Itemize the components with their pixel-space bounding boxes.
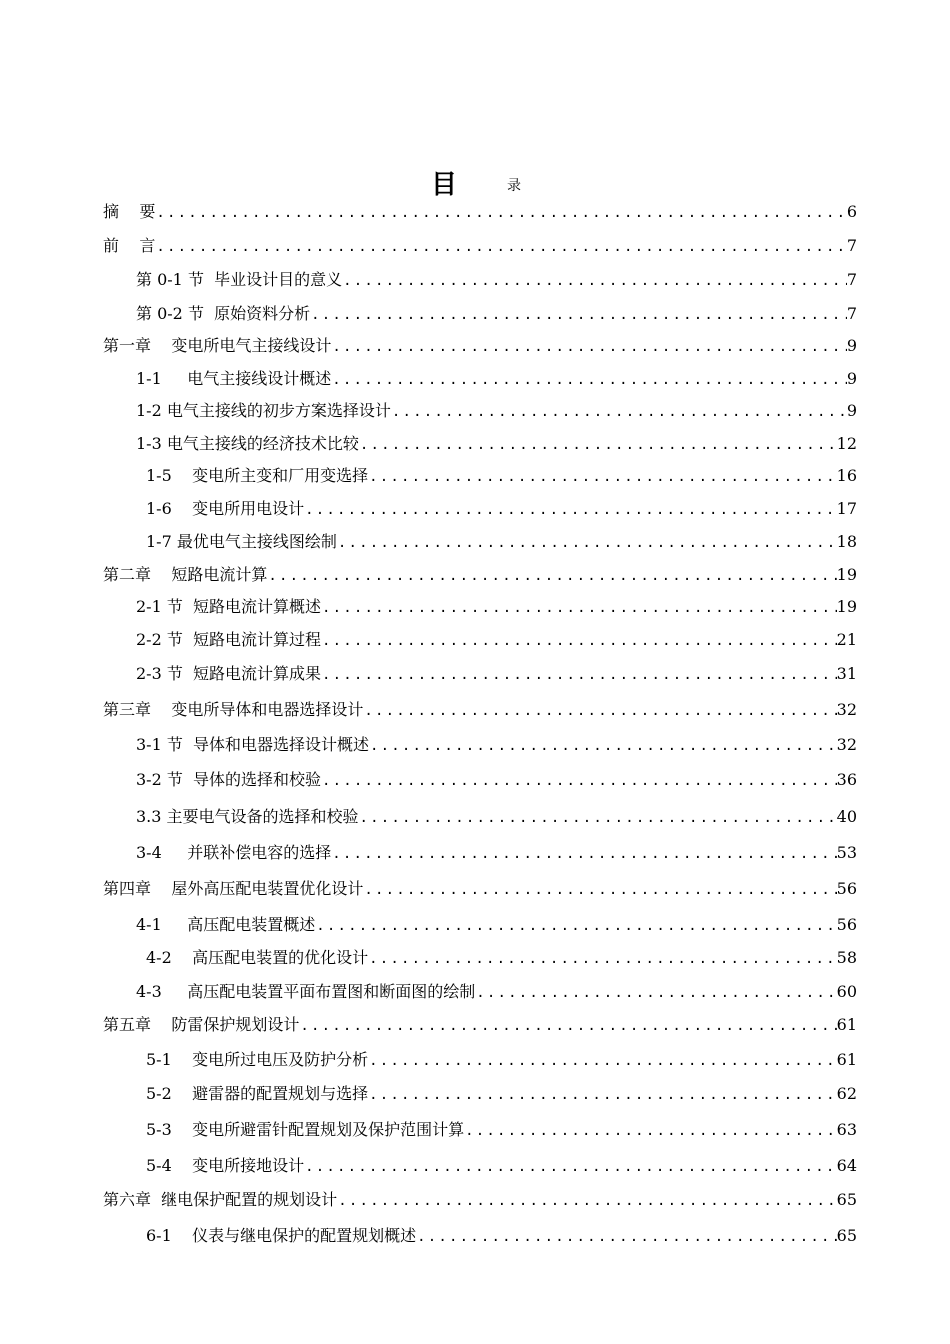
toc-dot-leader	[267, 566, 836, 586]
toc-page-number: 19	[836, 597, 857, 616]
toc-page-number: 6	[846, 202, 857, 221]
toc-dot-leader	[391, 402, 847, 422]
toc-entry[interactable]	[103, 1012, 857, 1036]
toc-page-number: 7	[846, 304, 857, 323]
toc-entry[interactable]	[146, 945, 857, 969]
toc-page-number: 9	[846, 369, 857, 388]
toc-entry[interactable]	[136, 267, 857, 291]
toc-dot-leader	[331, 844, 836, 864]
toc-dot-leader	[331, 370, 847, 390]
toc-entry-title: 3-2 节 导体的选择和校验	[136, 770, 322, 789]
toc-dot-leader	[155, 203, 846, 223]
toc-page-number: 32	[836, 735, 857, 754]
toc-page-number: 65	[836, 1190, 857, 1209]
toc-dot-leader	[299, 1016, 836, 1036]
toc-page-number: 31	[836, 664, 857, 683]
toc-entry[interactable]	[136, 767, 857, 791]
toc-entry[interactable]	[136, 398, 857, 422]
toc-page-number: 64	[836, 1156, 857, 1175]
toc-page-number: 32	[836, 700, 857, 719]
toc-entry[interactable]	[146, 1117, 857, 1141]
toc-entry[interactable]	[146, 1223, 857, 1247]
toc-entry-title: 4-2 高压配电装置的优化设计	[146, 948, 369, 967]
toc-dot-leader	[363, 701, 836, 721]
toc-entry[interactable]	[136, 627, 857, 651]
toc-entry-title: 4-1 高压配电装置概述	[136, 915, 316, 934]
toc-dot-leader	[368, 1085, 837, 1105]
toc-entry[interactable]	[136, 301, 857, 325]
toc-dot-leader	[368, 949, 837, 969]
toc-entry-title: 5-4 变电所接地设计	[146, 1156, 305, 1175]
toc-entry[interactable]	[136, 366, 857, 390]
toc-dot-leader	[464, 1121, 837, 1141]
toc-entry[interactable]	[146, 496, 857, 520]
toc-entry[interactable]	[103, 333, 857, 357]
toc-dot-leader	[369, 736, 837, 756]
toc-entry[interactable]	[103, 562, 857, 586]
toc-entry[interactable]	[136, 912, 857, 936]
toc-dot-leader	[321, 631, 837, 651]
toc-entry-title: 前 言	[103, 236, 156, 255]
toc-page-number: 65	[836, 1226, 857, 1245]
toc-entry[interactable]	[103, 199, 857, 223]
toc-page-number: 56	[836, 879, 857, 898]
toc-entry[interactable]	[136, 732, 857, 756]
toc-dot-leader	[342, 271, 847, 291]
toc-page-number: 7	[846, 236, 857, 255]
toc-entry[interactable]	[146, 1047, 857, 1071]
toc-dot-leader	[310, 305, 847, 325]
toc-page-number: 53	[836, 843, 857, 862]
toc-dot-leader	[337, 1191, 836, 1211]
toc-dot-leader	[304, 500, 837, 520]
toc-dot-leader	[337, 533, 837, 553]
toc-entry[interactable]	[103, 876, 857, 900]
toc-entry[interactable]	[146, 529, 857, 553]
toc-entry-title: 第 0-1 节 毕业设计目的意义	[136, 270, 343, 289]
toc-page-number: 61	[836, 1050, 857, 1069]
toc-dot-leader	[321, 771, 837, 791]
toc-entry-title: 1-5 变电所主变和厂用变选择	[146, 466, 369, 485]
toc-page-number: 60	[836, 982, 857, 1001]
toc-page-number: 62	[836, 1084, 857, 1103]
toc-entry-title: 第四章 屋外高压配电装置优化设计	[103, 879, 364, 898]
toc-page-number: 21	[836, 630, 857, 649]
toc-dot-leader	[321, 665, 837, 685]
toc-dot-leader	[315, 916, 836, 936]
toc-page-number: 16	[836, 466, 857, 485]
toc-dot-leader	[304, 1157, 837, 1177]
toc-page-number: 18	[836, 532, 857, 551]
toc-entry[interactable]	[136, 431, 857, 455]
toc-dot-leader	[475, 983, 836, 1003]
toc-dot-leader	[331, 337, 846, 357]
toc-page-number: 61	[836, 1015, 857, 1034]
toc-dot-leader	[363, 880, 836, 900]
toc-entry-title: 第三章 变电所导体和电器选择设计	[103, 700, 364, 719]
toc-page-number: 56	[836, 915, 857, 934]
toc-entry[interactable]	[103, 233, 857, 257]
toc-entry-title: 2-1 节 短路电流计算概述	[136, 597, 322, 616]
toc-page-number: 9	[846, 336, 857, 355]
toc-page-number: 9	[846, 401, 857, 420]
toc-page-number: 7	[846, 270, 857, 289]
toc-entry-title: 6-1 仪表与继电保护的配置规划概述	[146, 1226, 417, 1245]
toc-dot-leader	[359, 808, 837, 828]
toc-entry-title: 1-2 电气主接线的初步方案选择设计	[136, 401, 391, 420]
toc-dot-leader	[321, 598, 837, 618]
toc-entry-title: 4-3 高压配电装置平面布置图和断面图的绘制	[136, 982, 476, 1001]
toc-entry[interactable]	[146, 1081, 857, 1105]
toc-entry-title: 3-4 并联补偿电容的选择	[136, 843, 332, 862]
toc-title	[0, 168, 950, 202]
toc-entry[interactable]	[103, 1187, 857, 1211]
toc-entry-title: 5-1 变电所过电压及防护分析	[146, 1050, 369, 1069]
toc-entry[interactable]	[136, 804, 857, 828]
toc-entry[interactable]	[136, 661, 857, 685]
toc-entry-title: 3.3 主要电气设备的选择和校验	[136, 807, 359, 826]
toc-entry-title: 摘 要	[103, 202, 156, 221]
toc-page-number: 36	[836, 770, 857, 789]
toc-page-number: 19	[836, 565, 857, 584]
toc-entry-title: 第一章 变电所电气主接线设计	[103, 336, 332, 355]
toc-dot-leader	[368, 1051, 837, 1071]
toc-page-number: 40	[836, 807, 857, 826]
toc-entry-title: 1-7 最优电气主接线图绘制	[146, 532, 337, 551]
toc-page-number: 58	[836, 948, 857, 967]
toc-entry[interactable]	[136, 594, 857, 618]
toc-entry-title: 第 0-2 节 原始资料分析	[136, 304, 311, 323]
toc-entry-title: 1-1 电气主接线设计概述	[136, 369, 332, 388]
toc-dot-leader	[359, 435, 837, 455]
toc-entry[interactable]	[103, 697, 857, 721]
toc-entry[interactable]	[136, 979, 857, 1003]
toc-entry[interactable]	[146, 1153, 857, 1177]
toc-entry[interactable]	[136, 840, 857, 864]
toc-dot-leader	[155, 237, 846, 257]
toc-entry-title: 5-3 变电所避雷针配置规划及保护范围计算	[146, 1120, 465, 1139]
toc-dot-leader	[416, 1227, 837, 1247]
toc-entry-title: 3-1 节 导体和电器选择设计概述	[136, 735, 370, 754]
toc-title-main: 目	[431, 170, 458, 200]
toc-entry-title: 1-6 变电所用电设计	[146, 499, 305, 518]
toc-entry-title: 第六章 继电保护配置的规划设计	[103, 1190, 338, 1209]
toc-entry-title: 2-3 节 短路电流计算成果	[136, 664, 322, 683]
toc-entry[interactable]	[146, 463, 857, 487]
toc-entry-title: 1-3 电气主接线的经济技术比较	[136, 434, 359, 453]
toc-entry-title: 第二章 短路电流计算	[103, 565, 268, 584]
toc-entry-title: 第五章 防雷保护规划设计	[103, 1015, 300, 1034]
toc-page-number: 63	[836, 1120, 857, 1139]
toc-dot-leader	[368, 467, 837, 487]
toc-entry-title: 5-2 避雷器的配置规划与选择	[146, 1084, 369, 1103]
toc-page-number: 17	[836, 499, 857, 518]
toc-page-number: 12	[836, 434, 857, 453]
toc-title-sub: 录	[507, 178, 521, 194]
toc-entry-title: 2-2 节 短路电流计算过程	[136, 630, 322, 649]
